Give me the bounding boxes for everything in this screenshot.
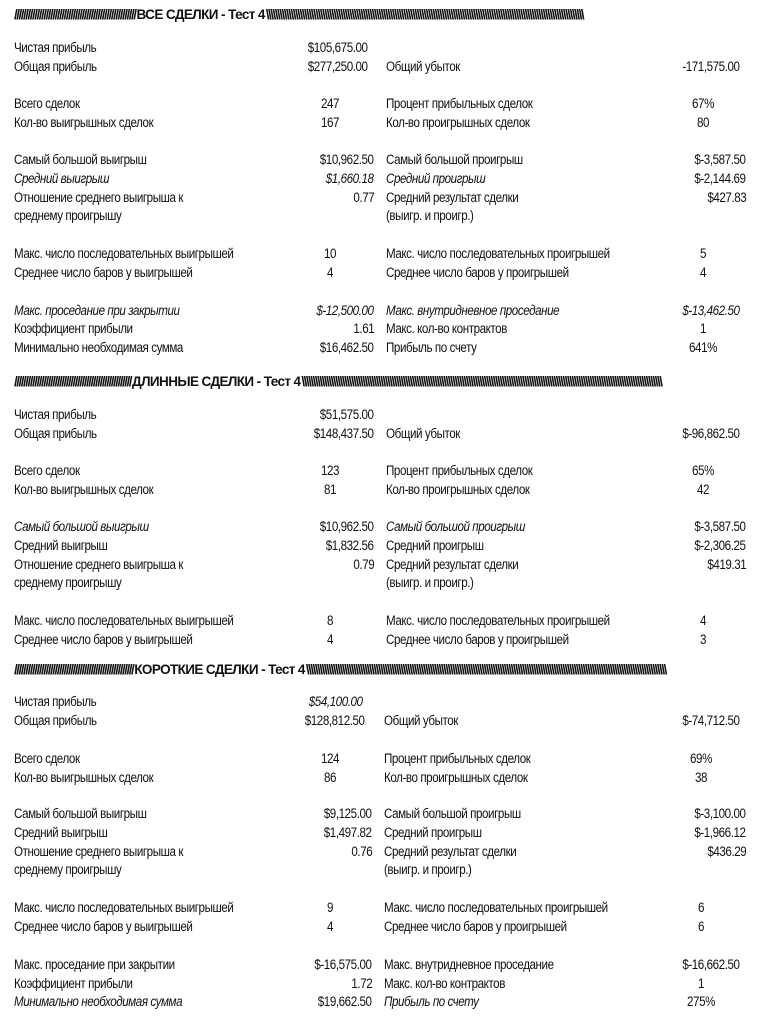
avg-bars-win-value: 4 <box>326 632 334 647</box>
avg-loss-label: Средний проигрыш <box>386 171 486 186</box>
avg-loss-label: Средний проигрыш <box>384 825 482 840</box>
gross-loss-label: Общий убыток <box>386 59 460 74</box>
max-contracts-value: 1 <box>699 321 707 336</box>
largest-win-value: $10,962.50 <box>320 152 374 167</box>
largest-win-value: $10,962.50 <box>320 519 374 534</box>
avg-trade-value: $427.83 <box>707 190 746 205</box>
avg-win-label: Средний выигрыш <box>14 825 108 840</box>
account-return-label: Прибыль по счету <box>384 994 479 1009</box>
max-intraday-drawdown-value: $-16,662.50 <box>682 957 740 972</box>
avg-trade-value: $436.29 <box>707 844 746 859</box>
largest-loss-value: $-3,587.50 <box>694 152 746 167</box>
ratio-label-line2: среднему проигрышу <box>14 575 122 590</box>
largest-win-value: $9,125.00 <box>324 806 372 821</box>
ratio-label-line1: Отношение среднего выигрыша к <box>14 190 183 205</box>
net-profit-label: Чистая прибыль <box>14 407 97 422</box>
avg-loss-value: $-2,306.25 <box>694 538 746 553</box>
total-trades-label: Всего сделок <box>14 96 80 111</box>
percent-profitable-label: Процент прибыльных сделок <box>386 96 533 111</box>
section-header-long-trades: ////////////////////////////////////////////////////ДЛИННЫЕ СДЕЛКИ - Тест 4\\\\\\\\\\\\\\\\\\\\\\\\\\\\\\\\\\\\\\\\\\\\\\\\\\\\\\\\\\\\\\\\\\\\\\\\\\\\\\\\\\\\\\\\\\\\\\\\\\\\\\\\\\\\\\\\\\\\\\\\\\\\\\\\\\\\\\\\\\\\\\\\\\\\\\\\\\\\\\\\ <box>14 374 662 389</box>
losing-trades-value: 42 <box>696 482 710 497</box>
min-account-value: $16,462.50 <box>320 340 374 355</box>
section-test: Тест 4 <box>228 7 265 22</box>
gross-loss-value: -171,575.00 <box>682 59 740 74</box>
losing-trades-label: Кол-во проигрышных сделок <box>386 482 530 497</box>
avg-trade-label-line1: Средний результат сделки <box>384 844 517 859</box>
max-drawdown-close-value: $-12,500.00 <box>316 303 374 318</box>
gross-profit-value: $128,812.50 <box>305 713 365 728</box>
net-profit-value: $105,675.00 <box>308 40 368 55</box>
max-consec-losses-value: 4 <box>699 613 707 628</box>
winning-trades-label: Кол-во выигрышных сделок <box>14 770 154 785</box>
max-contracts-label: Макс. кол-во контрактов <box>384 976 505 991</box>
ratio-value: 0.79 <box>353 557 374 572</box>
total-trades-value: 123 <box>320 463 340 478</box>
section-header-all-trades: //////////////////////////////////////////////////////ВСЕ СДЕЛКИ - Тест 4\\\\\\\\\\\\\\\\\\\\\\\\\\\\\\\\\\\\\\\\\\\\\\\\\\\\\\\\\\\\\\\\\\\\\\\\\\\\\\\\\\\\\\\\\\\\\\\\\\\\\\\\\\\\\\\\\\\\\\\\\\\\\\\\\\\\\\\\\\\\\ <box>14 7 584 22</box>
max-drawdown-close-label: Макс. проседание при закрытии <box>14 957 175 972</box>
avg-win-label: Средний выигрыш <box>14 538 108 553</box>
gross-profit-label: Общая прибыль <box>14 713 97 728</box>
percent-profitable-value: 67% <box>692 96 714 111</box>
max-consec-wins-value: 10 <box>323 246 337 261</box>
max-consec-losses-value: 5 <box>699 246 707 261</box>
avg-win-value: $1,660.18 <box>326 171 374 186</box>
avg-bars-win-label: Среднее число баров у выигрышей <box>14 919 193 934</box>
avg-trade-label-line2: (выигр. и проигр.) <box>384 862 472 877</box>
largest-win-label: Самый большой выигрыш <box>14 152 147 167</box>
max-drawdown-close-value: $-16,575.00 <box>314 957 372 972</box>
percent-profitable-label: Процент прибыльных сделок <box>384 751 531 766</box>
losing-trades-value: 38 <box>694 770 708 785</box>
largest-loss-label: Самый большой проигрыш <box>384 806 521 821</box>
gross-profit-value: $148,437.50 <box>314 426 374 441</box>
net-profit-label: Чистая прибыль <box>14 694 97 709</box>
largest-loss-value: $-3,100.00 <box>694 806 746 821</box>
account-return-value: 641% <box>689 340 717 355</box>
avg-trade-label-line1: Средний результат сделки <box>386 557 519 572</box>
total-trades-value: 124 <box>320 751 340 766</box>
net-profit-value: $51,575.00 <box>320 407 374 422</box>
avg-trade-label-line2: (выигр. и проигр.) <box>386 575 474 590</box>
losing-trades-label: Кол-во проигрышных сделок <box>386 115 530 130</box>
header-rule-left: ////////////////////////////////////////////////////// <box>14 7 136 22</box>
avg-bars-loss-value: 6 <box>697 919 705 934</box>
max-consec-losses-value: 6 <box>697 900 705 915</box>
largest-loss-label: Самый большой проигрыш <box>386 519 525 534</box>
avg-bars-loss-value: 3 <box>699 632 707 647</box>
winning-trades-value: 167 <box>320 115 340 130</box>
gross-loss-value: $-74,712.50 <box>682 713 740 728</box>
ratio-label-line1: Отношение среднего выигрыша к <box>14 844 183 859</box>
percent-profitable-value: 69% <box>690 751 712 766</box>
header-rule-right: \\\\\\\\\\\\\\\\\\\\\\\\\\\\\\\\\\\\\\\\\\\\\\\\\\\\\\\\\\\\\\\\\\\\\\\\\\\\\\\\\\\\\\\\\\\\\\\\\\\\\\\\\\\\\\\\\\\\\\\\\\\\\\\\\\\\\\\\\\\\\\\\\\\\\\\\\\\\\\\\ <box>305 662 666 677</box>
winning-trades-label: Кол-во выигрышных сделок <box>14 482 154 497</box>
ratio-value: 0.76 <box>351 844 372 859</box>
net-profit-label: Чистая прибыль <box>14 40 97 55</box>
avg-bars-win-value: 4 <box>326 919 334 934</box>
avg-bars-loss-label: Среднее число баров у проигрышей <box>384 919 567 934</box>
max-consec-wins-label: Макс. число последовательных выигрышей <box>14 613 234 628</box>
ratio-label-line2: среднему проигрышу <box>14 862 122 877</box>
percent-profitable-value: 65% <box>692 463 714 478</box>
winning-trades-value: 86 <box>323 770 337 785</box>
account-return-label: Прибыль по счету <box>386 340 477 355</box>
account-return-value: 275% <box>687 994 715 1009</box>
avg-loss-value: $-1,966.12 <box>694 825 746 840</box>
gross-loss-value: $-96,862.50 <box>682 426 740 441</box>
min-account-value: $19,662.50 <box>318 994 372 1009</box>
max-drawdown-close-label: Макс. проседание при закрытии <box>14 303 180 318</box>
gross-profit-label: Общая прибыль <box>14 426 97 441</box>
avg-loss-value: $-2,144.69 <box>694 171 746 186</box>
net-profit-value: $54,100.00 <box>309 694 363 709</box>
ratio-label-line1: Отношение среднего выигрыша к <box>14 557 183 572</box>
avg-bars-win-label: Среднее число баров у выигрышей <box>14 265 193 280</box>
avg-win-label: Средний выигрыш <box>14 171 110 186</box>
largest-loss-value: $-3,587.50 <box>694 519 746 534</box>
total-trades-label: Всего сделок <box>14 751 80 766</box>
ratio-value: 0.77 <box>353 190 374 205</box>
max-intraday-drawdown-value: $-13,462.50 <box>682 303 740 318</box>
profit-factor-value: 1.61 <box>353 321 374 336</box>
max-consec-losses-label: Макс. число последовательных проигрышей <box>384 900 608 915</box>
profit-factor-label: Коэффициент прибыли <box>14 321 133 336</box>
header-rule-left: //////////////////////////////////////////////////// <box>14 374 132 389</box>
max-intraday-drawdown-label: Макс. внутридневное проседание <box>384 957 554 972</box>
winning-trades-value: 81 <box>323 482 337 497</box>
avg-loss-label: Средний проигрыш <box>386 538 484 553</box>
section-title: ДЛИННЫЕ СДЕЛКИ <box>132 374 254 389</box>
section-header-short-trades: /////////////////////////////////////////////////////КОРОТКИЕ СДЕЛКИ - Тест 4\\\\\\\\\\\\\\\\\\\\\\\\\\\\\\\\\\\\\\\\\\\\\\\\\\\\\\\\\\\\\\\\\\\\\\\\\\\\\\\\\\\\\\\\\\\\\\\\\\\\\\\\\\\\\\\\\\\\\\\\\\\\\\\\\\\\\\\\\\\\\\\\\\\\\\\\\\\\\\\\ <box>14 662 666 677</box>
profit-factor-value: 1.72 <box>351 976 372 991</box>
min-account-label: Минимально необходимая сумма <box>14 994 183 1009</box>
section-title: КОРОТКИЕ СДЕЛКИ <box>134 662 258 677</box>
losing-trades-label: Кол-во проигрышных сделок <box>384 770 528 785</box>
max-consec-losses-label: Макс. число последовательных проигрышей <box>386 613 610 628</box>
gross-profit-label: Общая прибыль <box>14 59 97 74</box>
gross-profit-value: $277,250.00 <box>308 59 368 74</box>
avg-bars-win-value: 4 <box>326 265 334 280</box>
max-contracts-value: 1 <box>697 976 705 991</box>
header-rule-right: \\\\\\\\\\\\\\\\\\\\\\\\\\\\\\\\\\\\\\\\\\\\\\\\\\\\\\\\\\\\\\\\\\\\\\\\\\\\\\\\\\\\\\\\\\\\\\\\\\\\\\\\\\\\\\\\\\\\\\\\\\\\\\\\\\\\\\\\\\\\\ <box>265 7 584 22</box>
max-contracts-label: Макс. кол-во контрактов <box>386 321 507 336</box>
total-trades-value: 247 <box>320 96 340 111</box>
gross-loss-label: Общий убыток <box>386 426 460 441</box>
total-trades-label: Всего сделок <box>14 463 80 478</box>
losing-trades-value: 80 <box>696 115 710 130</box>
avg-trade-label-line2: (выигр. и проигр.) <box>386 208 474 223</box>
avg-bars-loss-label: Среднее число баров у проигрышей <box>386 632 569 647</box>
gross-loss-label: Общий убыток <box>384 713 458 728</box>
avg-bars-loss-label: Среднее число баров у проигрышей <box>386 265 569 280</box>
avg-bars-loss-value: 4 <box>699 265 707 280</box>
section-test: Тест 4 <box>268 662 305 677</box>
profit-factor-label: Коэффициент прибыли <box>14 976 133 991</box>
max-consec-wins-label: Макс. число последовательных выигрышей <box>14 246 234 261</box>
avg-win-value: $1,832.56 <box>326 538 374 553</box>
max-consec-wins-value: 9 <box>326 900 334 915</box>
winning-trades-label: Кол-во выигрышных сделок <box>14 115 154 130</box>
max-consec-losses-label: Макс. число последовательных проигрышей <box>386 246 610 261</box>
largest-win-label: Самый большой выигрыш <box>14 806 147 821</box>
avg-trade-label-line1: Средний результат сделки <box>386 190 519 205</box>
min-account-label: Минимально необходимая сумма <box>14 340 183 355</box>
largest-win-label: Самый большой выигрыш <box>14 519 149 534</box>
avg-bars-win-label: Среднее число баров у выигрышей <box>14 632 193 647</box>
ratio-label-line2: среднему проигрышу <box>14 208 122 223</box>
percent-profitable-label: Процент прибыльных сделок <box>386 463 533 478</box>
max-consec-wins-value: 8 <box>326 613 334 628</box>
max-consec-wins-label: Макс. число последовательных выигрышей <box>14 900 234 915</box>
avg-trade-value: $419.31 <box>707 557 746 572</box>
header-rule-right: \\\\\\\\\\\\\\\\\\\\\\\\\\\\\\\\\\\\\\\\\\\\\\\\\\\\\\\\\\\\\\\\\\\\\\\\\\\\\\\\\\\\\\\\\\\\\\\\\\\\\\\\\\\\\\\\\\\\\\\\\\\\\\\\\\\\\\\\\\\\\\\\\\\\\\\\\\\\\\\\ <box>301 374 662 389</box>
max-intraday-drawdown-label: Макс. внутридневное проседание <box>386 303 560 318</box>
header-rule-left: ///////////////////////////////////////////////////// <box>14 662 134 677</box>
largest-loss-label: Самый большой проигрыш <box>386 152 523 167</box>
section-test: Тест 4 <box>263 374 301 389</box>
section-title: ВСЕ СДЕЛКИ <box>136 7 218 22</box>
avg-win-value: $1,497.82 <box>324 825 372 840</box>
